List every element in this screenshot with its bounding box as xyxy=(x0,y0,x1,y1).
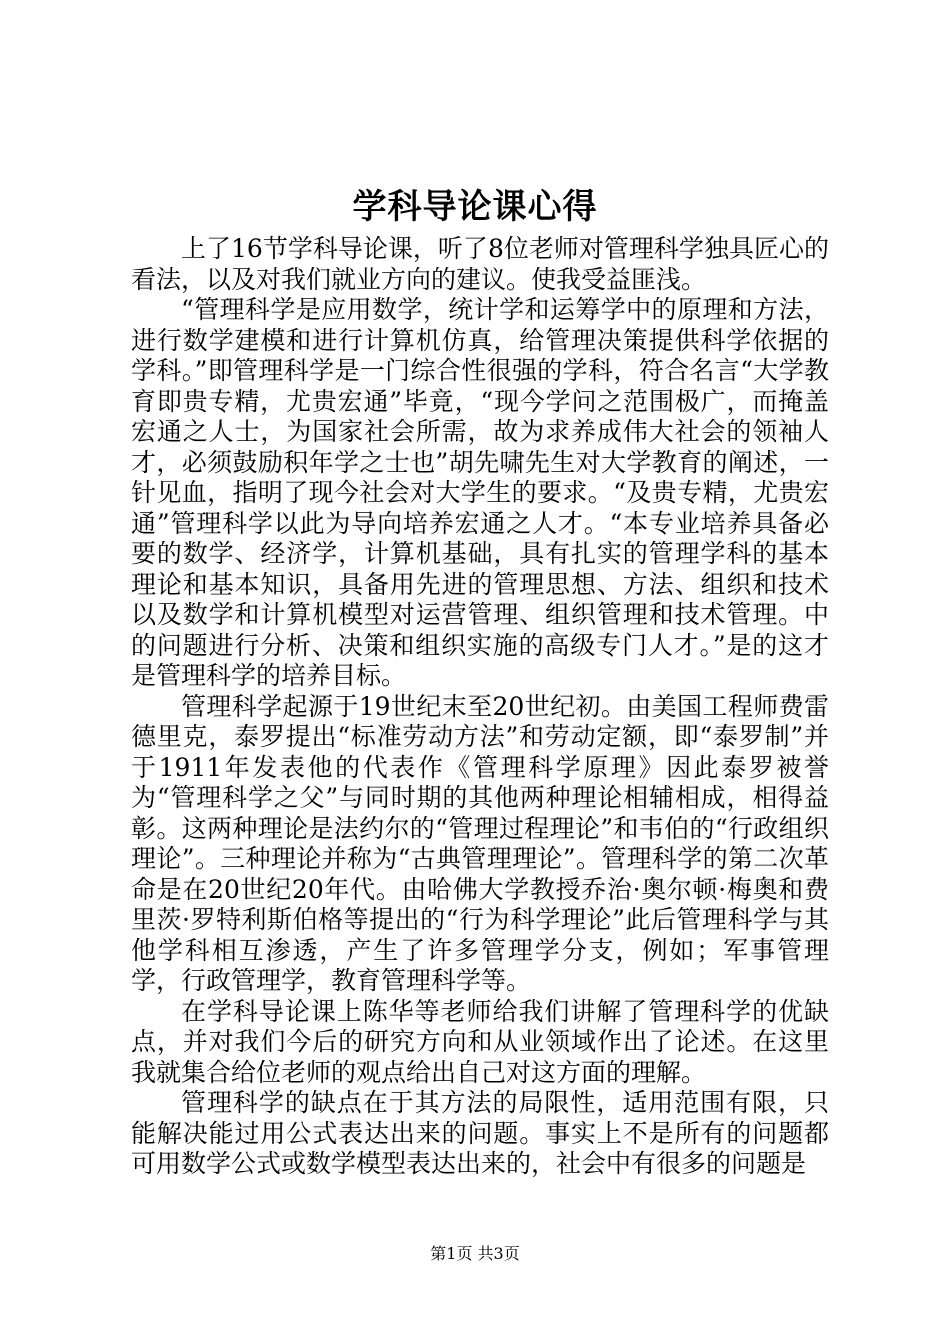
paragraph: 上了16节学科导论课，听了8位老师对管理科学独具匠心的看法，以及对我们就业方向的建议。使我受益匪浅。 xyxy=(131,234,829,294)
page-footer: 第1页 共3页 xyxy=(430,1244,520,1263)
paragraph: “管理科学是应用数学，统计学和运筹学中的原理和方法，进行数学建模和进行计算机仿真，给管理决策提供科学依据的学科。”即管理科学是一门综合性很强的学科，符合名言“大学教育即贵专精，尤贵宏通”毕竟，“现今学问之范围极广，而掩盖宏通之人士，为国家社会所需，故为求养成伟大社会的领袖人才，必须鼓励积年学之士也”胡先啸先生对大学教育的阐述，一针见血，指明了现今社会对大学生的要求。“及贵专精，尤贵宏通”管理科学以此为导向培养宏通之人才。“本专业培养具备必要的数学、经济学，计算机基础，具有扎实的管理学科的基本理论和基本知识，具备用先进的管理思想、方法、组织和技术以及数学和计算机模型对运营管理、组织管理和技术管理。中的问题进行分析、决策和组织实施的高级专门人才。”是的这才是管理科学的培养目标。 xyxy=(131,295,829,690)
paragraph: 在学科导论课上陈华等老师给我们讲解了管理科学的优缺点，并对我们今后的研究方向和从业领域作出了论述。在这里我就集合给位老师的观点给出自己对这方面的理解。 xyxy=(131,996,829,1087)
document-body xyxy=(131,234,829,1180)
document-title: 学科导论课心得 xyxy=(352,187,598,227)
paragraph: 管理科学起源于19世纪末至20世纪初。由美国工程师费雷德里克，泰罗提出“标准劳动方法”和劳动定额，即“泰罗制”并于1911年发表他的代表作《管理科学原理》因此泰罗被誉为“管理科学之父”与同时期的其他两种理论相辅相成，相得益彰。这两种理论是法约尔的“管理过程理论”和韦伯的“行政组织理论”。三种理论并称为“古典管理理论”。管理科学的第二次革命是在20世纪20年代。由哈佛大学教授乔治·奥尔顿·梅奥和费里茨·罗特利斯伯格等提出的“行为科学理论”此后管理科学与其他学科相互渗透，产生了许多管理学分支，例如；军事管理学，行政管理学，教育管理科学等。 xyxy=(131,691,829,995)
paragraph: 管理科学的缺点在于其方法的局限性，适用范围有限，只能解决能过用公式表达出来的问题。事实上不是所有的问题都可用数学公式或数学模型表达出来的，社会中有很多的问题是 xyxy=(131,1088,829,1178)
